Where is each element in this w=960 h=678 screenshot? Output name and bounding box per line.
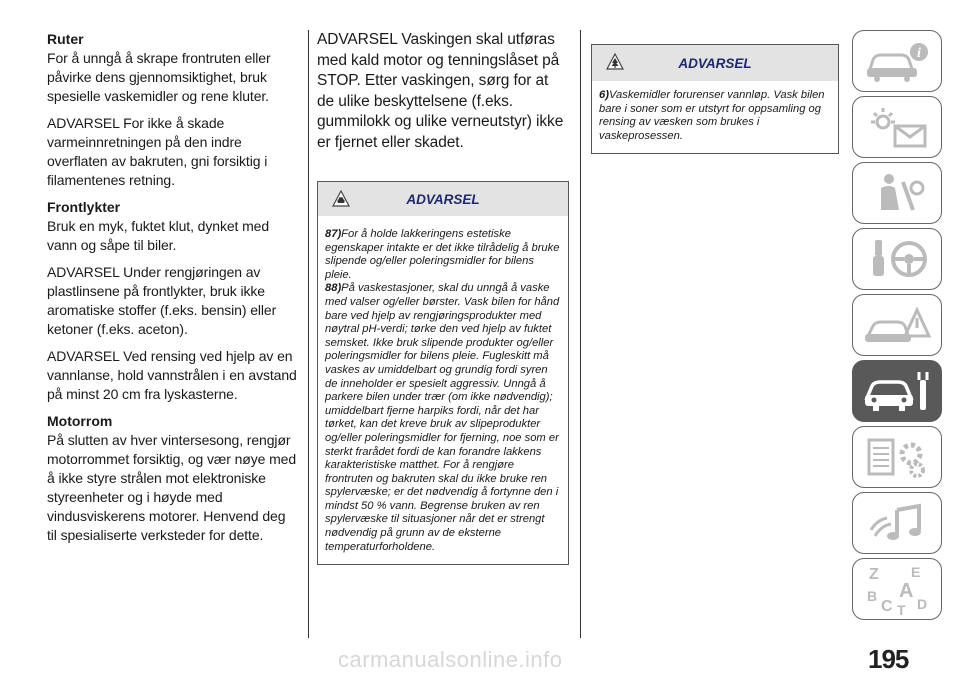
warning-title: ADVARSEL: [406, 191, 480, 207]
paragraph: Bruk en myk, fuktet klut, dynket med vann og såpe til biler.: [47, 218, 270, 253]
warning-box: [317, 181, 569, 565]
column-1: [47, 30, 299, 553]
chapter-tabs: [852, 30, 942, 624]
alphabet-index-icon: [861, 563, 933, 615]
section-title-motorrom: Motorrom: [47, 413, 113, 429]
page-number: 195: [868, 644, 909, 674]
warning-body: [318, 216, 568, 564]
seatbelt-airbag-icon: [861, 170, 933, 216]
note-ref: 88): [325, 282, 342, 295]
music-signal-icon: [861, 500, 933, 546]
index-letter: Z: [869, 566, 879, 583]
tab-instrument-panel[interactable]: [852, 96, 942, 158]
warning-box: [591, 44, 839, 154]
warning-header: [318, 182, 568, 216]
car-wrench-icon: [861, 368, 933, 414]
note-6: [599, 89, 831, 143]
warning-body: [592, 81, 838, 153]
index-letter: T: [897, 602, 906, 615]
specs-gear-icon: [861, 434, 933, 480]
note-ref: 6): [599, 89, 609, 101]
tab-starting-driving[interactable]: [852, 228, 942, 290]
section-title-frontlykter: Frontlykter: [47, 199, 121, 215]
note-88: [325, 282, 561, 554]
paragraph: ADVARSEL For ikke å skade varmeinnretningen på den indre overflaten av bakruten, gni forsiktig i filamentenes retning.: [47, 115, 268, 188]
warning-header: [592, 45, 838, 81]
index-letter: E: [911, 564, 921, 580]
section-title-ruter: Ruter: [47, 31, 84, 47]
tab-getting-to-know-car[interactable]: [852, 30, 942, 92]
tab-servicing-care[interactable]: [852, 360, 942, 422]
column-2: [317, 30, 569, 565]
column-divider: [308, 30, 309, 638]
note-ref: 87): [325, 228, 342, 240]
note-87: [325, 228, 561, 282]
warning-lights-icon: [861, 104, 933, 150]
tab-emergency[interactable]: [852, 294, 942, 356]
tab-technical-data[interactable]: [852, 426, 942, 488]
column-divider: [580, 30, 581, 638]
tab-index[interactable]: [852, 558, 942, 620]
paragraph: For å unngå å skrape frontruten eller påvirke dens gjennomsiktighet, bruk spesielle vaskemidler og rene kluter.: [47, 50, 271, 104]
index-letter: B: [867, 588, 878, 604]
paragraph: ADVARSEL Ved rensing ved hjelp av en vannlanse, hold vannstrålen i en avstand på minst 20 cm fra lyskasterne.: [47, 348, 297, 402]
watermark: carmanualsonline.info: [338, 647, 563, 672]
note-text: På vaskestasjoner, skal du unngå å vaske med valser og/eller børster. Vask bilen for hånd bare ved hjelp av rengjøringsprodukter med nøytral pH-verdi; tørke den ved hjelp av fuktet semsket. Ikke bruk slipende produkter og/eller poleringsmidler for bilens pleie. Fugleskitt må vaskes av umiddelbart og grundig fordi syren de inneholder er spesielt aggressiv. Unngå å parkere bilen under trær (om ikke nødvendig); umiddelbart fjerne harpiks fordi, når det har tørket, kan det kreve bruk av slipeprodukter og/eller poleringsmidler for fjerning, noe som er sterkt frarådet fordi de kan forandre lakkens karakteristiske matthet. For å rengjøre frontruten og bakruten skal du ikke bruke ren spylervæske; er det nødvendig å fortynne den i mindst 50 % vann. Begrense bruken av ren spylervæske til situasjoner når det er strengt nødvendig på grunn av de eksterne temperaturforholdene.: [325, 282, 560, 553]
car-info-icon: [861, 38, 933, 84]
note-text: Vaskemidler forurenser vannløp. Vask bilen bare i soner som er utstyrt for oppsamling og rensing av væsken som brukes i vaskeprosessen.: [599, 89, 825, 142]
index-letter: A: [899, 580, 914, 602]
note-text: For å holde lakkeringens estetiske egenskaper intakte er det ikke tilrådelig å bruke slipende og/eller poleringsmidler for bilens pleie.: [325, 228, 560, 281]
column-3: [591, 30, 839, 154]
paragraph: ADVARSEL Vaskingen skal utføras med kald motor og tenningslåset på STOP. Etter vaskingen, sørg for at de ulike beskyttelsene (f.eks. gummilokk og ulike verneutstyr) ikke er fjernet eller skadet.: [317, 31, 564, 151]
tree-warning-icon: [606, 53, 624, 74]
paragraph: På slutten av hver vintersesong, rengjør motorrommet forsiktig, og vær nøye med å ikke styre strålen mot elektroniske styreenheter og i høyde med vindusviskerens motorer. Henvend deg til spesialiserte verksteder for dette.: [47, 432, 297, 543]
key-steering-icon: [861, 236, 933, 282]
paragraph: ADVARSEL Under rengjøringen av plastlinsene på frontlykter, bruk ikke aromatiske stoffer (f.eks. bensin) eller ketoner (f.eks. aceton).: [47, 264, 277, 337]
emergency-car-icon: [861, 302, 933, 348]
svg-text:i: i: [917, 46, 921, 61]
tab-multimedia[interactable]: [852, 492, 942, 554]
index-letter: D: [917, 596, 928, 612]
tab-safety[interactable]: [852, 162, 942, 224]
car-warning-icon: [332, 190, 350, 211]
index-letter: C: [881, 598, 893, 615]
warning-title: ADVARSEL: [678, 55, 752, 71]
